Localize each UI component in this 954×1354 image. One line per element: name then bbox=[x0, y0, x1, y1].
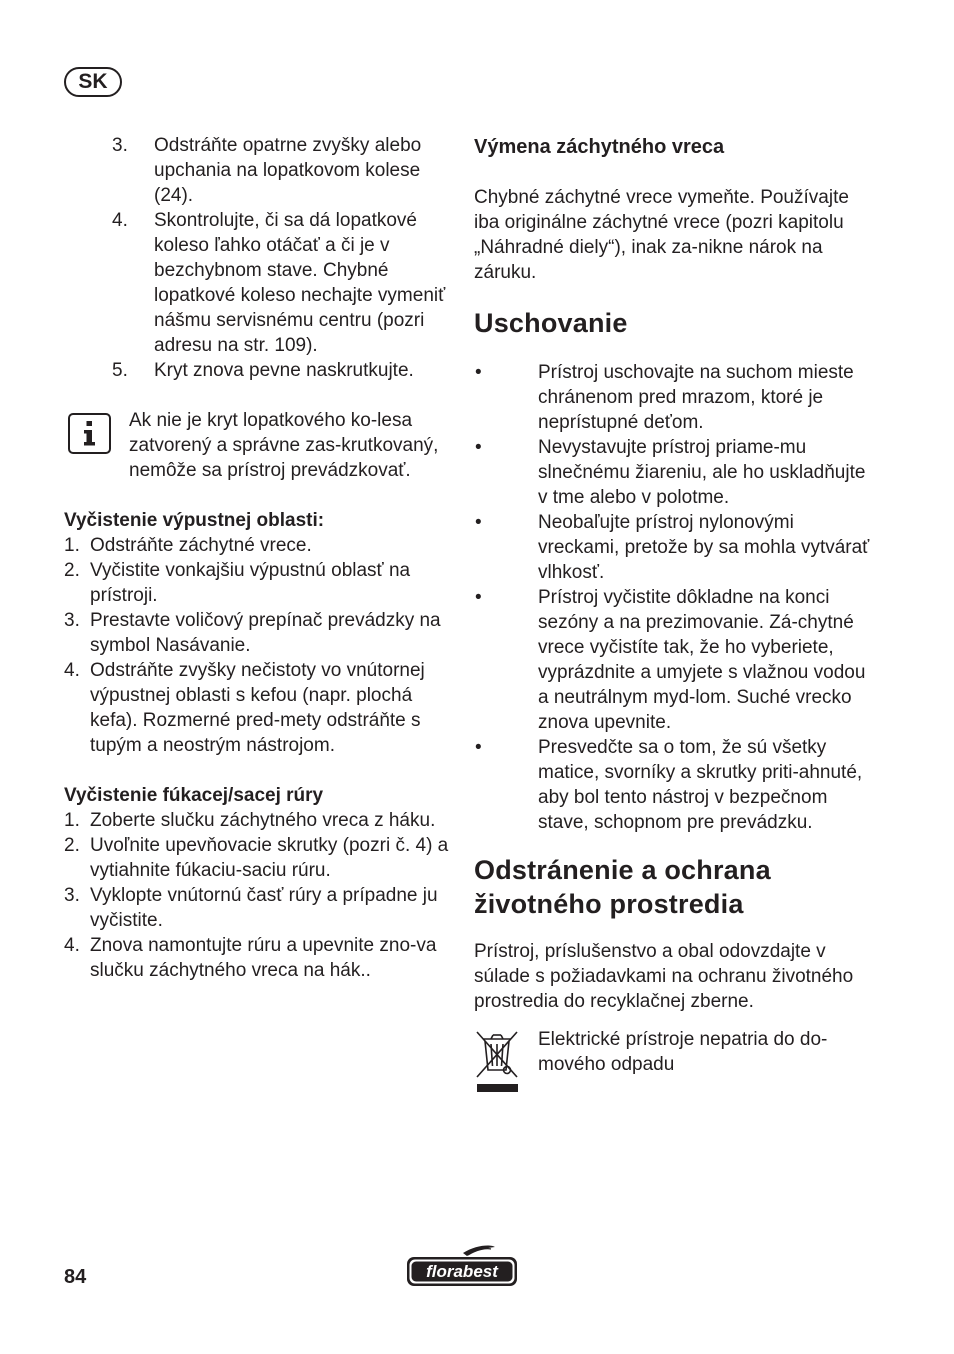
step-number: 4. bbox=[64, 660, 80, 681]
bullet: • bbox=[475, 512, 482, 533]
step-number: 1. bbox=[64, 535, 80, 556]
list-item bbox=[474, 435, 874, 510]
step-text: Vyklopte vnútornú časť rúry a prípadne ju vyčistite. bbox=[90, 885, 438, 931]
weee-text: Elektrické prístroje nepatria do do-mového odpadu bbox=[538, 1029, 828, 1075]
list-item bbox=[64, 558, 449, 608]
step-text: Kryt znova pevne naskrutkujte. bbox=[154, 360, 414, 381]
bullet-text: Prístroj uschovajte na suchom mieste chránenom pred mrazom, ktoré je neprístupné deťom. bbox=[538, 362, 854, 433]
list-item bbox=[64, 133, 449, 208]
step-number: 5. bbox=[112, 360, 128, 381]
bullet: • bbox=[475, 437, 482, 458]
disposal-title: Odstránenie a ochrana životného prostredia bbox=[474, 855, 771, 919]
weee-note bbox=[474, 1027, 874, 1093]
list-item bbox=[64, 658, 449, 758]
page-number: 84 bbox=[64, 1266, 87, 1288]
info-note bbox=[64, 408, 449, 483]
storage-bullet-list bbox=[474, 360, 874, 835]
list-item bbox=[64, 358, 449, 383]
storage-title: Uschovanie bbox=[474, 308, 628, 338]
disposal-text: Prístroj, príslušenstvo a obal odovzdajte v súlade s požiadavkami na ochranu životného prostredia do recyklačnej zberne. bbox=[474, 941, 854, 1012]
bullet: • bbox=[475, 737, 482, 758]
outlet-steps-list bbox=[64, 533, 449, 758]
section-title-tube-cleaning: Vyčistenie fúkacej/sacej rúry bbox=[64, 785, 324, 806]
right-column bbox=[474, 133, 874, 1093]
list-item bbox=[474, 735, 874, 835]
step-number: 3. bbox=[64, 885, 80, 906]
crossed-out-wheeled-bin-icon bbox=[474, 1027, 520, 1100]
brand-logo bbox=[405, 1243, 519, 1296]
info-text: Ak nie je kryt lopatkového ko-lesa zatvorený a správne zas-krutkovaný, nemôže sa prístroj prevádzkovať. bbox=[129, 410, 439, 481]
step-text: Odstráňte opatrne zvyšky alebo upchania na lopatkovom kolese (24). bbox=[154, 135, 422, 206]
list-item bbox=[64, 833, 449, 883]
step-number: 4. bbox=[112, 210, 128, 231]
list-item bbox=[64, 608, 449, 658]
step-text: Vyčistite vonkajšiu výpustnú oblasť na prístroji. bbox=[90, 560, 411, 606]
impeller-steps-list bbox=[64, 133, 449, 383]
bag-replacement-text: Chybné záchytné vrece vymeňte. Používajte iba originálne záchytné vrece (pozri kapitolu „Náhradné diely“), inak za-nikne nárok na záruku. bbox=[474, 187, 849, 283]
step-number: 2. bbox=[64, 560, 80, 581]
bullet-text: Prístroj vyčistite dôkladne na konci sezóny a na prezimovanie. Zá-chytné vrece vyčistíte tak, že ho vyberiete, vyprázdnite a umyjete s vlažnou vodou a neutrálnym myd-lom. Suché vrecko znova upevnite. bbox=[538, 587, 866, 733]
left-column bbox=[64, 133, 449, 983]
list-item bbox=[64, 533, 449, 558]
step-text: Odstráňte záchytné vrece. bbox=[90, 535, 312, 556]
step-text: Skontrolujte, či sa dá lopatkové koleso ľahko otáčať a či je v bezchybnom stave. Chybné lopatkové koleso nechajte vymeniť nášmu servisnému centru (pozri adresu na str. 109). bbox=[154, 210, 446, 356]
step-text: Uvoľnite upevňovacie skrutky (pozri č. 4) a vytiahnite fúkaciu-saciu rúru. bbox=[90, 835, 449, 881]
logo-text: florabest bbox=[426, 1262, 498, 1281]
step-text: Prestavte voličový prepínač prevádzky na symbol Nasávanie. bbox=[90, 610, 441, 656]
step-text: Odstráňte zvyšky nečistoty vo vnútornej výpustnej oblasti s kefou (napr. plochá kefa). Rozmerné pred-mety odstráňte s tupým a neostrým nástrojom. bbox=[90, 660, 425, 756]
step-number: 4. bbox=[64, 935, 80, 956]
bullet-text: Nevystavujte prístroj priame-mu slnečnému žiareniu, ale ho uskladňujte v tme alebo v polotme. bbox=[538, 437, 866, 508]
section-title-outlet-cleaning: Vyčistenie výpustnej oblasti: bbox=[64, 510, 325, 531]
list-item bbox=[474, 360, 874, 435]
bag-replacement-title: Výmena záchytného vreca bbox=[474, 136, 725, 158]
list-item bbox=[64, 933, 449, 983]
step-text: Znova namontujte rúru a upevnite zno-va slučku záchytného vreca na hák.. bbox=[90, 935, 437, 981]
step-number: 1. bbox=[64, 810, 80, 831]
bullet-text: Presvedčte sa o tom, že sú všetky matice, svorníky a skrutky priti-ahnuté, aby bol tento nástroj v bezpečnom stave, schopnom pre prevádzku. bbox=[538, 737, 863, 833]
list-item bbox=[474, 585, 874, 735]
tube-steps-list bbox=[64, 808, 449, 983]
list-item bbox=[64, 208, 449, 358]
bullet: • bbox=[475, 362, 482, 383]
step-text: Zoberte slučku záchytného vreca z háku. bbox=[90, 810, 436, 831]
info-icon bbox=[68, 413, 111, 454]
bullet: • bbox=[475, 587, 482, 608]
language-badge: SK bbox=[64, 67, 122, 97]
list-item bbox=[64, 883, 449, 933]
step-number: 3. bbox=[112, 135, 128, 156]
step-number: 3. bbox=[64, 610, 80, 631]
list-item bbox=[474, 510, 874, 585]
step-number: 2. bbox=[64, 835, 80, 856]
list-item bbox=[64, 808, 449, 833]
bullet-text: Neobaľujte prístroj nylonovými vreckami, pretože by sa mohla vytvárať vlhkosť. bbox=[538, 512, 870, 583]
